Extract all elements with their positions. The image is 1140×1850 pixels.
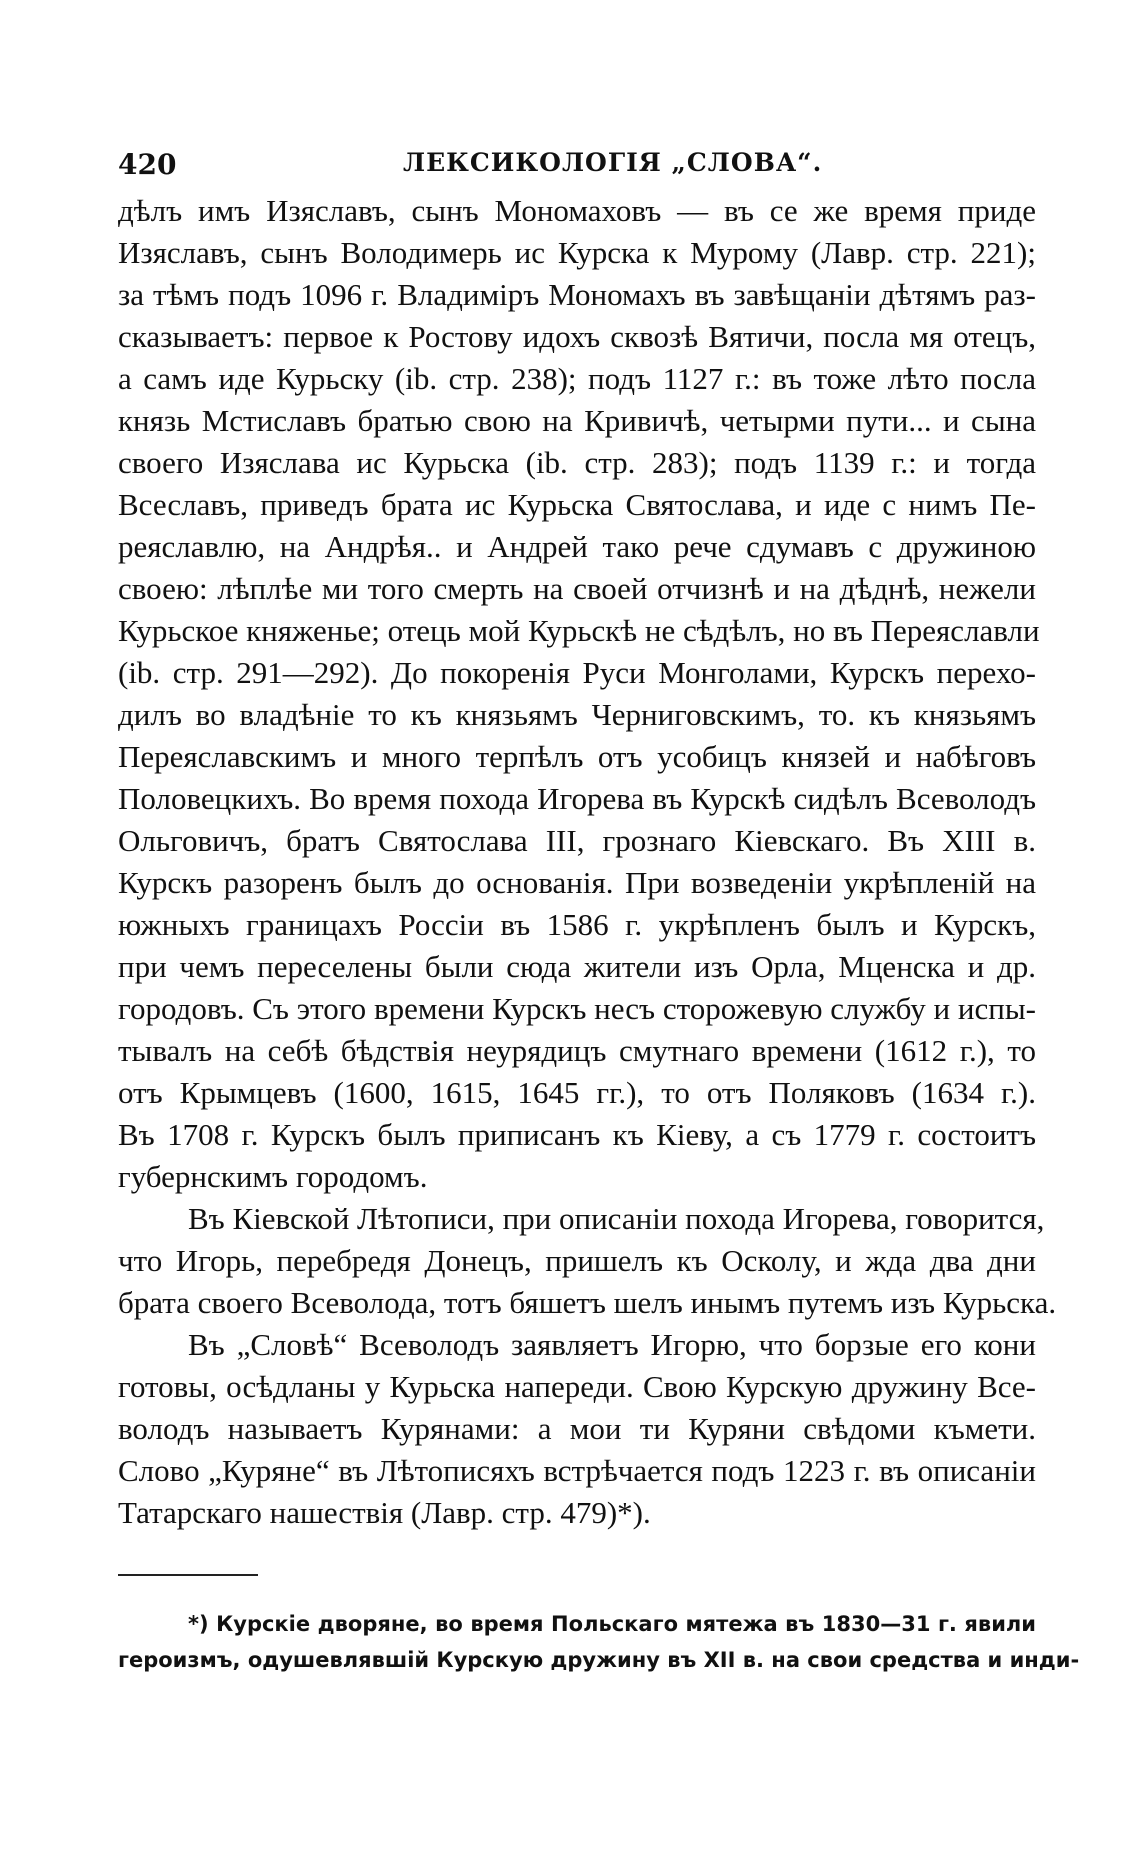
text-line: Половецкихъ. Во время похода Игорева въ Курскѣ сидѣлъ Всеволодъ <box>118 781 1036 816</box>
footnote-line: *) Курскіе дворяне, во время Польскаго мятежа въ 1830—31 г. явили <box>188 1612 1036 1636</box>
body-text <box>118 190 1057 1534</box>
text-line: при чемъ переселены были сюда жители изъ Орла, Мценска и др. <box>118 949 1036 984</box>
text-line: брата своего Всеволода, тотъ бяшетъ шелъ инымъ путемъ изъ Курьска. <box>118 1285 1057 1320</box>
text-line: готовы, осѣдланы у Курьска напереди. Свою Курскую дружину Все- <box>118 1369 1036 1404</box>
text-line: Въ Кіевской Лѣтописи, при описаніи похода Игорева, говорится, <box>188 1201 1045 1236</box>
page <box>118 140 1080 1678</box>
text-line: Ольговичъ, братъ Святослава III, грознаго Кіевскаго. Въ XIII в. <box>118 823 1036 858</box>
text-line: князь Мстиславъ братью свою на Кривичѣ, четырми пути... и сына <box>118 403 1036 438</box>
text-line: Въ „Словѣ“ Всеволодъ заявляетъ Игорю, что борзые его кони <box>188 1327 1036 1362</box>
text-line: реяславлю, на Андрѣя.. и Андрей тако рече сдумавъ с дружиною <box>118 529 1036 564</box>
text-line: за тѣмъ подъ 1096 г. Владиміръ Мономахъ въ завѣщаніи дѣтямъ раз- <box>118 277 1036 312</box>
text-line: Въ 1708 г. Курскъ былъ приписанъ къ Кіеву, а съ 1779 г. состоитъ <box>118 1117 1036 1152</box>
text-line: дѣлъ имъ Изяславъ, сынъ Мономаховъ — въ се же время приде <box>118 193 1036 228</box>
text-line: отъ Крымцевъ (1600, 1615, 1645 гг.), то отъ Поляковъ (1634 г.). <box>118 1075 1036 1110</box>
text-line: своею: лѣплѣе ми того смерть на своей отчизнѣ и на дѣднѣ, нежели <box>118 571 1036 606</box>
text-line: сказываетъ: первое к Ростову идохъ сквозѣ Вятичи, посла мя отецъ, <box>118 319 1036 354</box>
text-line: володъ называетъ Курянами: а мои ти Куряни свѣдоми къмети. <box>118 1411 1036 1446</box>
text-line: а самъ иде Курьску (ib. стр. 238); подъ 1127 г.: въ тоже лѣто посла <box>118 361 1036 396</box>
paragraph-2 <box>118 1198 1057 1324</box>
footnote <box>118 1606 1080 1678</box>
footnote-divider <box>118 1574 258 1576</box>
text-line: городовъ. Съ этого времени Курскъ несъ сторожевую службу и испы- <box>118 991 1036 1026</box>
text-line: тывалъ на себѣ бѣдствія неурядицъ смутнаго времени (1612 г.), то <box>118 1033 1036 1068</box>
text-line: Курьское княженье; отець мой Курьскѣ не сѣдѣлъ, но въ Переяславли <box>118 613 1040 648</box>
running-title: ЛЕКСИКОЛОГІЯ „СЛОВА“. <box>403 148 823 177</box>
text-line: Слово „Куряне“ въ Лѣтописяхъ встрѣчается подъ 1223 г. въ описаніи <box>118 1453 1036 1488</box>
paragraph-1 <box>118 190 1040 1198</box>
text-line: южныхъ границахъ Россіи въ 1586 г. укрѣпленъ былъ и Курскъ, <box>118 907 1036 942</box>
text-line: (ib. стр. 291—292). До покоренія Руси Монголами, Курскъ перехо- <box>118 655 1036 690</box>
text-line: Переяславскимъ и много терпѣлъ отъ усобицъ князей и набѣговъ <box>118 739 1036 774</box>
paragraph-3 <box>118 1324 1036 1534</box>
text-line: губернскимъ городомъ. <box>118 1159 428 1194</box>
text-line: Изяславъ, сынъ Володимерь ис Курска к Мурому (Лавр. стр. 221); <box>118 235 1036 270</box>
text-line: дилъ во владѣніе то къ князьямъ Черниговскимъ, то. къ князьямъ <box>118 697 1036 732</box>
page-number: 420 <box>118 148 177 181</box>
text-line: Татарскаго нашествія (Лавр. стр. 479)*). <box>118 1495 651 1530</box>
footnote-line: героизмъ, одушевлявшій Курскую дружину въ XII в. на свои средства и инди- <box>118 1648 1080 1672</box>
page-header <box>118 140 1036 190</box>
text-line: Всеславъ, приведъ брата ис Курьска Святослава, и иде с нимъ Пе- <box>118 487 1036 522</box>
text-line: своего Изяслава ис Курьска (ib. стр. 283); подъ 1139 г.: и тогда <box>118 445 1036 480</box>
text-line: Курскъ разоренъ былъ до основанія. При возведеніи укрѣпленій на <box>118 865 1036 900</box>
text-line: что Игорь, перебредя Донецъ, пришелъ къ Осколу, и жда два дни <box>118 1243 1036 1278</box>
